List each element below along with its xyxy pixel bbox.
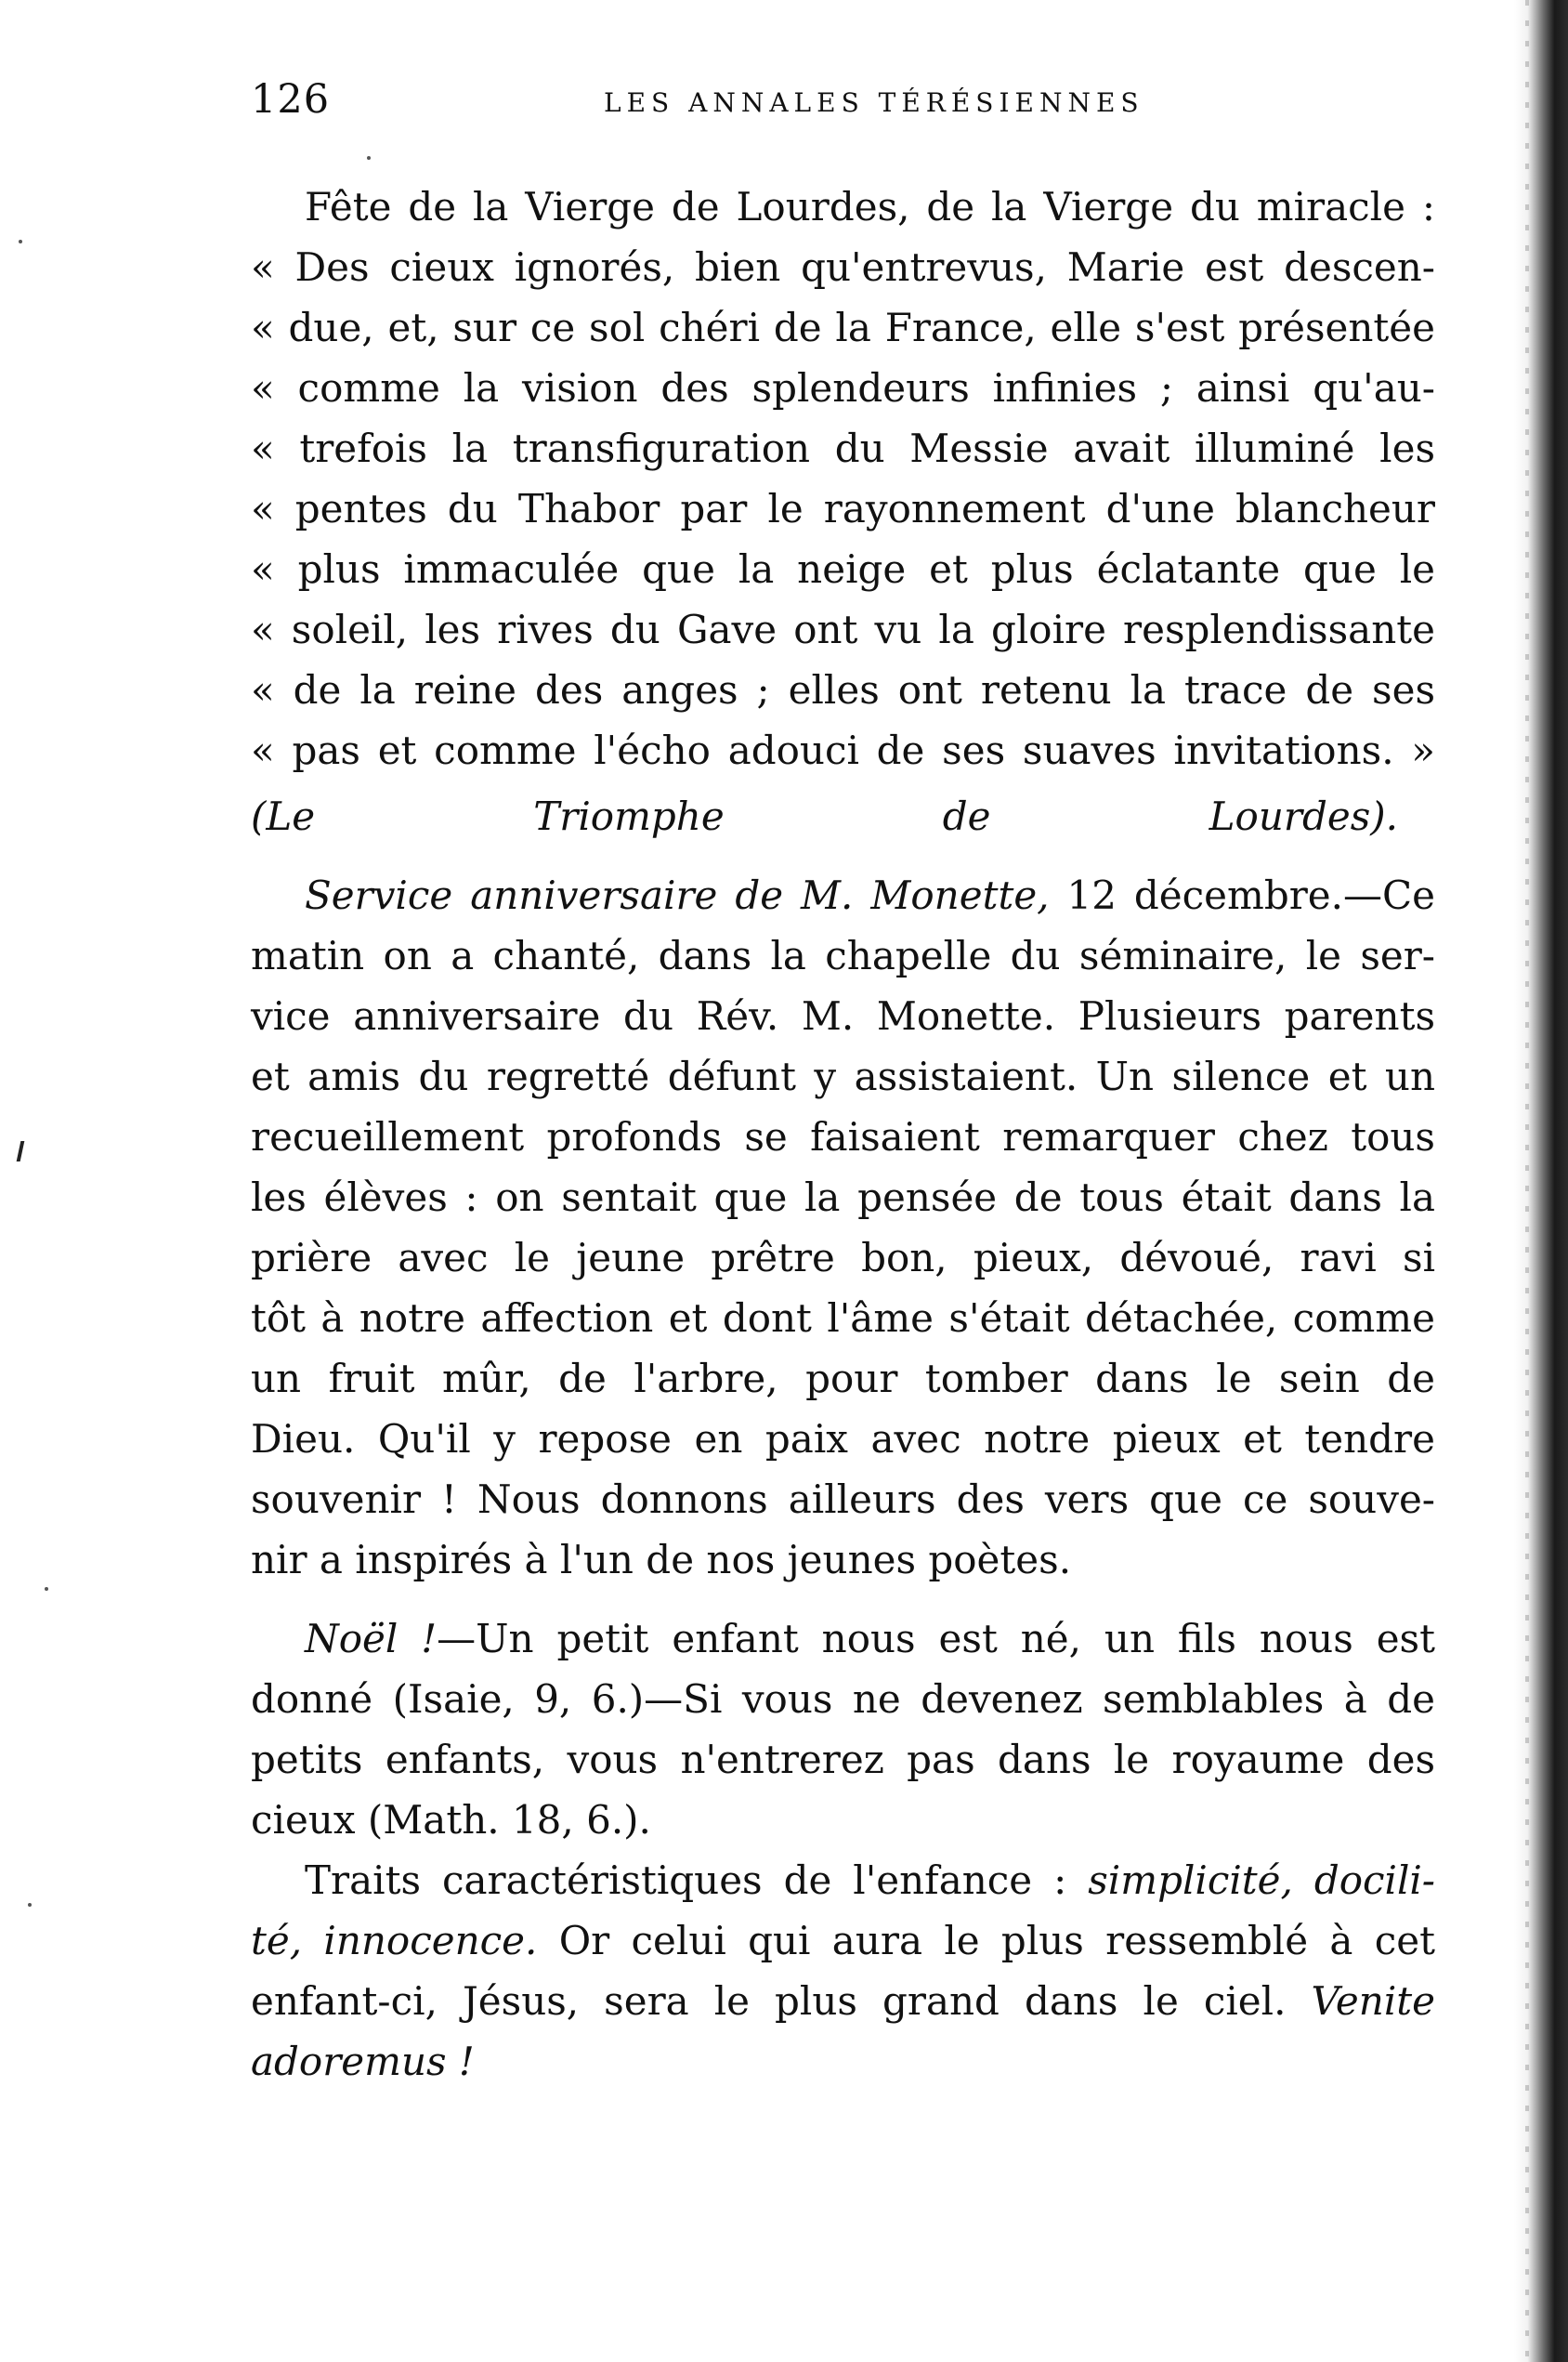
attribution: (Le Triomphe de Lourdes). [251,794,1398,839]
text-line: « Des cieux ignorés, bien qu'entrevus, Marie est descen- [251,244,1435,290]
text-line [251,1971,1435,2031]
text-line: « de la reine des anges ; elles ont retenu la trace de ses [251,667,1435,713]
text-line: les élèves : on sentait que la pensée de tous était dans la [251,1174,1435,1220]
text-line: cieux (Math. 18, 6.). [251,1797,651,1843]
text-line [251,1910,1435,1971]
text-line: « pentes du Thabor par le rayonnement d'une blancheur [251,486,1435,531]
text-line: Dieu. Qu'il y repose en paix avec notre pieux et tendre [251,1416,1435,1462]
text-line: vice anniversaire du Rév. M. Monette. Plusieurs parents [251,993,1435,1039]
speck [28,1903,32,1907]
body-text [251,177,1435,2092]
text-line: « soleil, les rives du Gave ont vu la gloire resplendissante [251,607,1435,652]
text-fragment: —Un petit enfant nous est né, un fils nous est [437,1616,1435,1661]
text-fragment: 12 décembre.—Ce [1049,873,1435,918]
text-line: souvenir ! Nous donnons ailleurs des vers que ce souve- [251,1476,1435,1522]
text-line: et amis du regretté défunt y assistaient. Un silence et un [251,1054,1435,1099]
paragraph-traits [251,1850,1435,2092]
text-line: nir a inspirés à l'un de nos jeunes poètes. [251,1537,1072,1582]
paragraph-noel [251,1608,1435,1850]
spacer [251,1590,1435,1608]
text-fragment: enfant-ci, Jésus, sera le plus grand dans le ciel. [251,1978,1312,2024]
paragraph-lourdes [251,177,1435,846]
text-line: recueillement profonds se faisaient remarquer chez tous [251,1114,1435,1160]
section-title: Noël ! [305,1616,438,1661]
text-line: « pas et comme l'écho adouci de ses suaves invitations. » [251,728,1435,773]
text-line [251,1608,1435,1669]
text-line: prière avec le jeune prêtre bon, pieux, dévoué, ravi si [251,1235,1435,1280]
page-number: 126 [251,76,331,123]
text-line: « trefois la transfiguration du Messie avait illuminé les [251,426,1435,471]
section-title: Service anniversaire de M. Monette, [305,873,1050,918]
margin-mark [17,1141,25,1161]
speck [367,156,371,160]
text-fragment-italic: Venite [1311,1978,1435,2024]
text-line: tôt à notre affection et dont l'âme s'était détachée, comme [251,1295,1435,1341]
text-line: donné (Isaie, 9, 6.)—Si vous ne devenez semblables à de [251,1676,1435,1722]
text-line: « plus immaculée que la neige et plus éclatante que le [251,546,1435,592]
text-line [251,2031,1435,2092]
text-fragment: Or celui qui aura le plus ressemblé à cet [537,1918,1435,1963]
text-line [251,1850,1435,1910]
text-line: un fruit mûr, de l'arbre, pour tomber dans le sein de [251,1356,1435,1401]
text-line: petits enfants, vous n'entrerez pas dans le royaume des [251,1737,1435,1782]
speck [19,240,22,243]
text-fragment-italic: simplicité, docili- [1088,1857,1435,1903]
running-title: LES ANNALES TÉRÉSIENNES [604,87,1144,118]
text-fragment-italic: té, innocence. [251,1918,538,1963]
text-line [251,865,1435,925]
text-line: « due, et, sur ce sol chéri de la France, elle s'est présentée [251,305,1435,350]
paragraph-service [251,865,1435,1590]
speck [45,1587,48,1591]
text-fragment-italic: adoremus ! [251,2039,475,2084]
text-fragment: Traits caractéristiques de l'enfance : [305,1857,1089,1903]
text-line: Fête de la Vierge de Lourdes, de la Vierge du miracle : [305,184,1435,230]
binding-edge [1514,0,1568,2362]
text-line: matin on a chanté, dans la chapelle du séminaire, le ser- [251,933,1435,978]
spacer [251,846,1435,865]
page-header [251,76,1477,141]
text-line: « comme la vision des splendeurs infinies ; ainsi qu'au- [251,365,1435,411]
